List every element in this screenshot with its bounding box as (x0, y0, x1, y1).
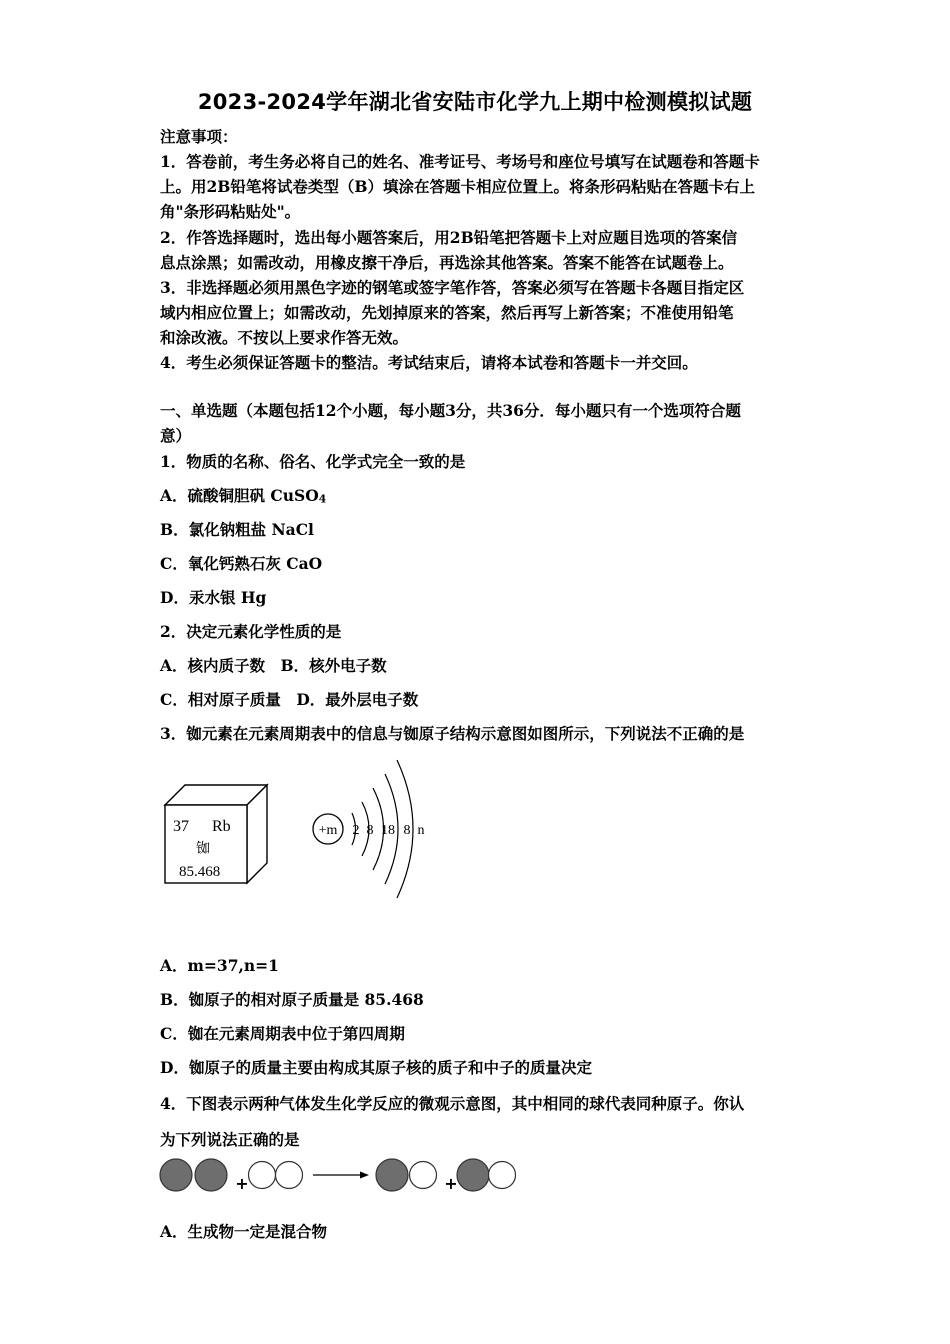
notice-line: 1．答卷前，考生务必将自己的姓名、准考证号、考场号和座位号填写在试题卷和答题卡 (160, 152, 760, 171)
white-atom (489, 1162, 516, 1189)
gray-atom (195, 1159, 227, 1191)
atomic-mass: 85.468 (179, 864, 221, 880)
q2-stem: 2．决定元素化学性质的是 (160, 622, 342, 641)
reaction-diagram (155, 1154, 525, 1200)
notice-line: 上。用2B铅笔将试卷类型（B）填涂在答题卡相应位置上。将条形码粘贴在答题卡右上 (160, 177, 755, 196)
periodic-table-cell (160, 780, 272, 890)
notice-line: 息点涂黑；如需改动，用橡皮擦干净后，再选涂其他答案。答案不能答在试题卷上。 (160, 253, 734, 272)
element-symbol: Rb (212, 818, 231, 835)
atomic-number: 37 (173, 818, 189, 835)
q3-stem: 3．铷元素在元素周期表中的信息与铷原子结构示意图如图所示，下列说法不正确的是 (160, 724, 745, 743)
q3-option-d: D．铷原子的质量主要由构成其原子核的质子和中子的质量决定 (160, 1058, 592, 1077)
atom-structure-diagram (305, 752, 440, 902)
white-atom (276, 1162, 303, 1189)
notice-line: 3．非选择题必须用黑色字迹的钢笔或签字笔作答，答案必须写在答题卡各题目指定区 (160, 278, 745, 297)
q2-options-cd: C．相对原子质量 D．最外层电子数 (160, 690, 419, 709)
section-heading: 一、单选题（本题包括12个小题，每小题3分，共36分．每小题只有一个选项符合题 (160, 401, 741, 420)
q1-option-b: B．氯化钠粗盐 NaCl (160, 520, 314, 539)
notice-line: 和涂改液。不按以上要求作答无效。 (160, 328, 409, 347)
q3-option-a: A．m=37,n=1 (160, 956, 279, 975)
notice-line: 2．作答选择题时，选出每小题答案后，用2B铅笔把答题卡上对应题目选项的答案信 (160, 228, 738, 247)
q3-option-c: C．铷在元素周期表中位于第四周期 (160, 1024, 405, 1043)
gray-atom (160, 1159, 192, 1191)
notice-heading: 注意事项： (160, 127, 238, 146)
section-heading-cont: 意） (160, 426, 192, 445)
element-name: 铷 (196, 841, 210, 857)
page-title: 2023-2024学年湖北省安陆市化学九上期中检测模拟试题 (197, 90, 753, 114)
gray-atom (457, 1159, 489, 1191)
q1-stem: 1．物质的名称、俗名、化学式完全一致的是 (160, 452, 466, 471)
q1-option-a-text: A．硫酸铜胆矾 CuSO (160, 486, 319, 505)
q4-option-a: A．生成物一定是混合物 (160, 1222, 328, 1241)
notice-line: 角"条形码粘贴处"。 (160, 202, 301, 221)
reaction-arrow-head (360, 1172, 369, 1179)
q1-option-c: C．氧化钙熟石灰 CaO (160, 554, 323, 573)
shell-electrons: n (417, 823, 425, 838)
q3-option-b: B．铷原子的相对原子质量是 85.468 (160, 990, 424, 1009)
q1-option-a (160, 486, 800, 510)
shell-electrons: 18 (381, 823, 395, 838)
q2-options-ab: A．核内质子数 B．核外电子数 (160, 656, 387, 675)
shell-electrons: 2 (352, 823, 360, 838)
notice-line: 4．考生必须保证答题卡的整洁。考试结束后，请将本试卷和答题卡一并交回。 (160, 353, 698, 372)
white-atom (410, 1162, 437, 1189)
plus-sign: + (235, 1174, 249, 1193)
plus-sign: + (444, 1174, 458, 1193)
white-atom (249, 1162, 276, 1189)
shell-electrons: 8 (366, 823, 374, 838)
notice-line: 域内相应位置上；如需改动，先划掉原来的答案，然后再写上新答案；不准使用铅笔 (160, 303, 734, 322)
q4-stem: 4．下图表示两种气体发生化学反应的微观示意图，其中相同的球代表同种原子。你认 (160, 1094, 745, 1113)
shell-electrons: 8 (403, 823, 411, 838)
q4-stem-cont: 为下列说法正确的是 (160, 1130, 300, 1149)
gray-atom (376, 1159, 408, 1191)
q1-option-a-subscript: 4 (318, 492, 327, 506)
nucleus-charge: +m (318, 823, 338, 838)
q1-option-d: D．汞水银 Hg (160, 588, 267, 607)
